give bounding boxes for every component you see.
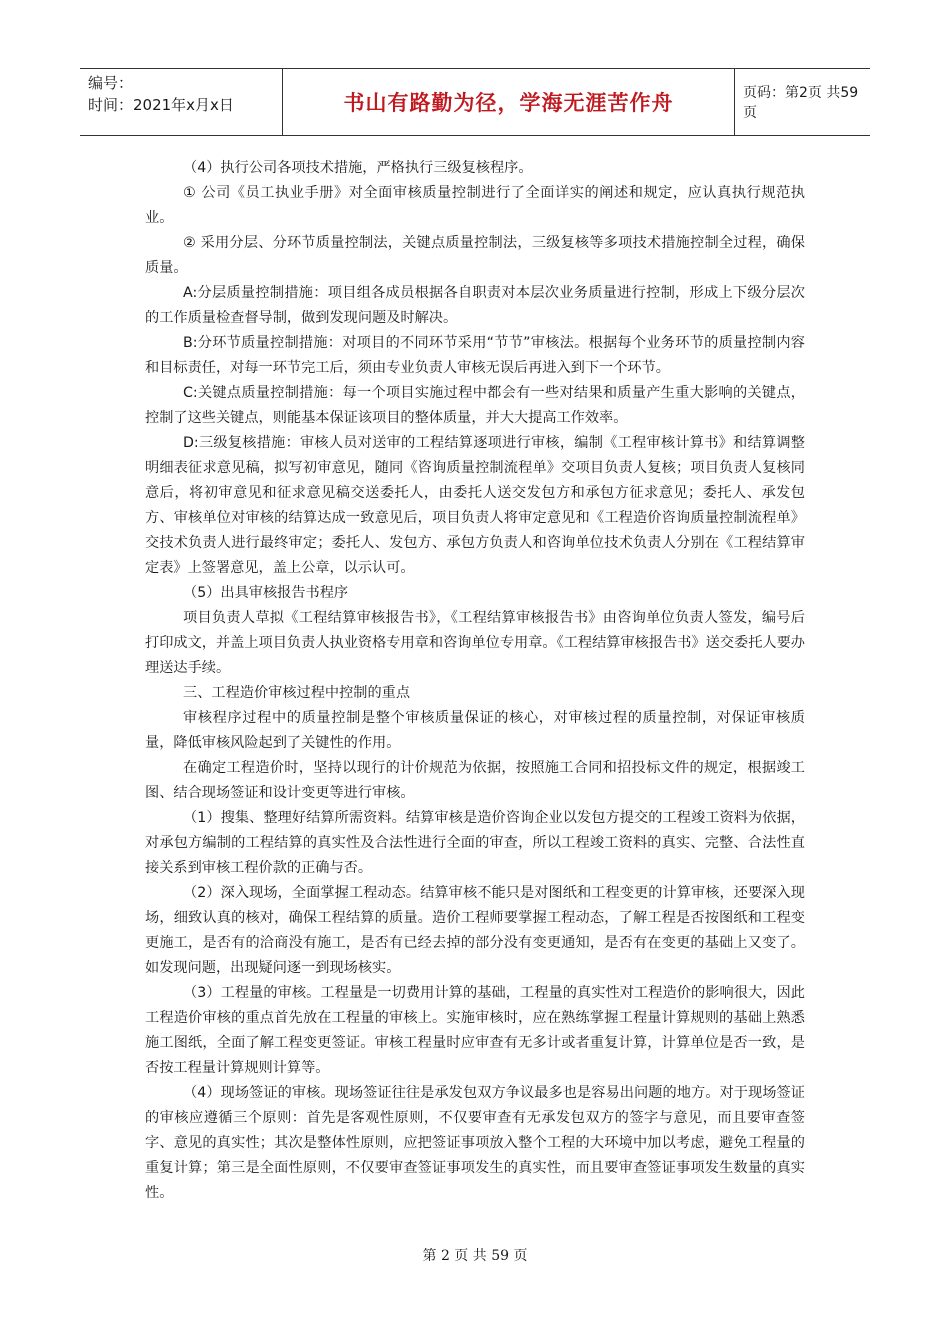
header-motto-cell bbox=[283, 69, 735, 135]
header-page-label: 页码：第2页 共59页 bbox=[743, 85, 859, 121]
header-table bbox=[80, 68, 870, 136]
document-number-label: 编号： bbox=[88, 74, 134, 92]
paragraph: 项目负责人草拟《工程结算审核报告书》，《工程结算审核报告书》由咨询单位负责人签发，编号后打印成文，并盖上项目负责人执业资格专用章和咨询单位专用章。《工程结算审核报告书》送交委托人要办理送达手续。 bbox=[145, 610, 805, 676]
paragraph: ① 公司《员工执业手册》对全面审核质量控制进行了全面详实的阐述和规定，应认真执行规范执业。 bbox=[145, 185, 805, 226]
paragraph: （4）现场签证的审核。现场签证往往是承发包双方争议最多也是容易出问题的地方。对于现场签证的审核应遵循三个原则：首先是客观性原则，不仅要审查有无承发包双方的签字与意见，而且要审查签字、意见的真实性；其次是整体性原则，应把签证事项放入整个工程的大环境中加以考虑，避免工程量的重复计算；第三是全面性原则，不仅要审查签证事项发生的真实性，而且要审查签证事项发生数量的真实性。 bbox=[145, 1085, 805, 1201]
paragraph: 审核程序过程中的质量控制是整个审核质量保证的核心，对审核过程的质量控制，对保证审核质量，降低审核风险起到了关键性的作用。 bbox=[145, 710, 805, 751]
document-date-label: 时间：2021年x月x日 bbox=[88, 96, 234, 114]
paragraph: A:分层质量控制措施：项目组各成员根据各自职责对本层次业务质量进行控制，形成上下级分层次的工作质量检查督导制，做到发现问题及时解决。 bbox=[145, 285, 805, 326]
paragraph: 在确定工程造价时，坚持以现行的计价规范为依据，按照施工合同和招投标文件的规定，根据竣工图、结合现场签证和设计变更等进行审核。 bbox=[145, 760, 805, 801]
header-motto: 书山有路勤为径，学海无涯苦作舟 bbox=[343, 91, 674, 115]
paragraph: （3）工程量的审核。工程量是一切费用计算的基础，工程量的真实性对工程造价的影响很大，因此工程造价审核的重点首先放在工程量的审核上。实施审核时，应在熟练掌握工程量计算规则的基础上熟悉施工图纸，全面了解工程变更签证。审核工程量时应审查有无多计或者重复计算，计算单位是否一致，是否按工程量计算规则计算等。 bbox=[145, 985, 805, 1076]
document-body bbox=[145, 156, 805, 1206]
paragraph: C:关键点质量控制措施：每一个项目实施过程中都会有一些对结果和质量产生重大影响的关键点，控制了这些关键点，则能基本保证该项目的整体质量，并大大提高工作效率。 bbox=[145, 385, 805, 426]
footer-page-number: 第 2 页 共 59 页 bbox=[422, 1248, 528, 1264]
paragraph: B:分环节质量控制措施：对项目的不同环节采用“节节”审核法。根据每个业务环节的质量控制内容和目标责任，对每一环节完工后，须由专业负责人审核无误后再进入到下一个环节。 bbox=[145, 335, 805, 376]
paragraph: （2）深入现场，全面掌握工程动态。结算审核不能只是对图纸和工程变更的计算审核，还要深入现场，细致认真的核对，确保工程结算的质量。造价工程师要掌握工程动态，了解工程是否按图纸和工程变更施工，是否有的洽商没有施工，是否有已经去掉的部分没有变更通知，是否有在变更的基础上又变了。如发现问题，出现疑问逐一到现场核实。 bbox=[145, 885, 805, 976]
paragraph: （1）搜集、整理好结算所需资料。结算审核是造价咨询企业以发包方提交的工程竣工资料为依据，对承包方编制的工程结算的真实性及合法性进行全面的审查，所以工程竣工资料的真实、完整、合法性直接关系到审核工程价款的正确与否。 bbox=[145, 810, 805, 876]
paragraph: （4）执行公司各项技术措施，严格执行三级复核程序。 bbox=[183, 160, 533, 176]
section-heading: 三、工程造价审核过程中控制的重点 bbox=[183, 685, 411, 701]
page-footer bbox=[0, 1245, 950, 1265]
header-page-cell bbox=[735, 69, 870, 135]
paragraph: （5）出具审核报告书程序 bbox=[183, 585, 349, 601]
paragraph: ② 采用分层、分环节质量控制法，关键点质量控制法，三级复核等多项技术措施控制全过程，确保质量。 bbox=[145, 235, 805, 276]
paragraph: D:三级复核措施：审核人员对送审的工程结算逐项进行审核，编制《工程审核计算书》和结算调整明细表征求意见稿，拟写初审意见，随同《咨询质量控制流程单》交项目负责人复核；项目负责人复核同意后，将初审意见和征求意见稿交送委托人，由委托人送交发包方和承包方征求意见；委托人、承发包方、审核单位对审核的结算达成一致意见后，项目负责人将审定意见和《工程造价咨询质量控制流程单》交技术负责人进行最终审定；委托人、发包方、承包方负责人和咨询单位技术负责人分别在《工程结算审定表》上签署意见，盖上公章，以示认可。 bbox=[145, 435, 805, 576]
header-meta-cell bbox=[80, 69, 283, 135]
